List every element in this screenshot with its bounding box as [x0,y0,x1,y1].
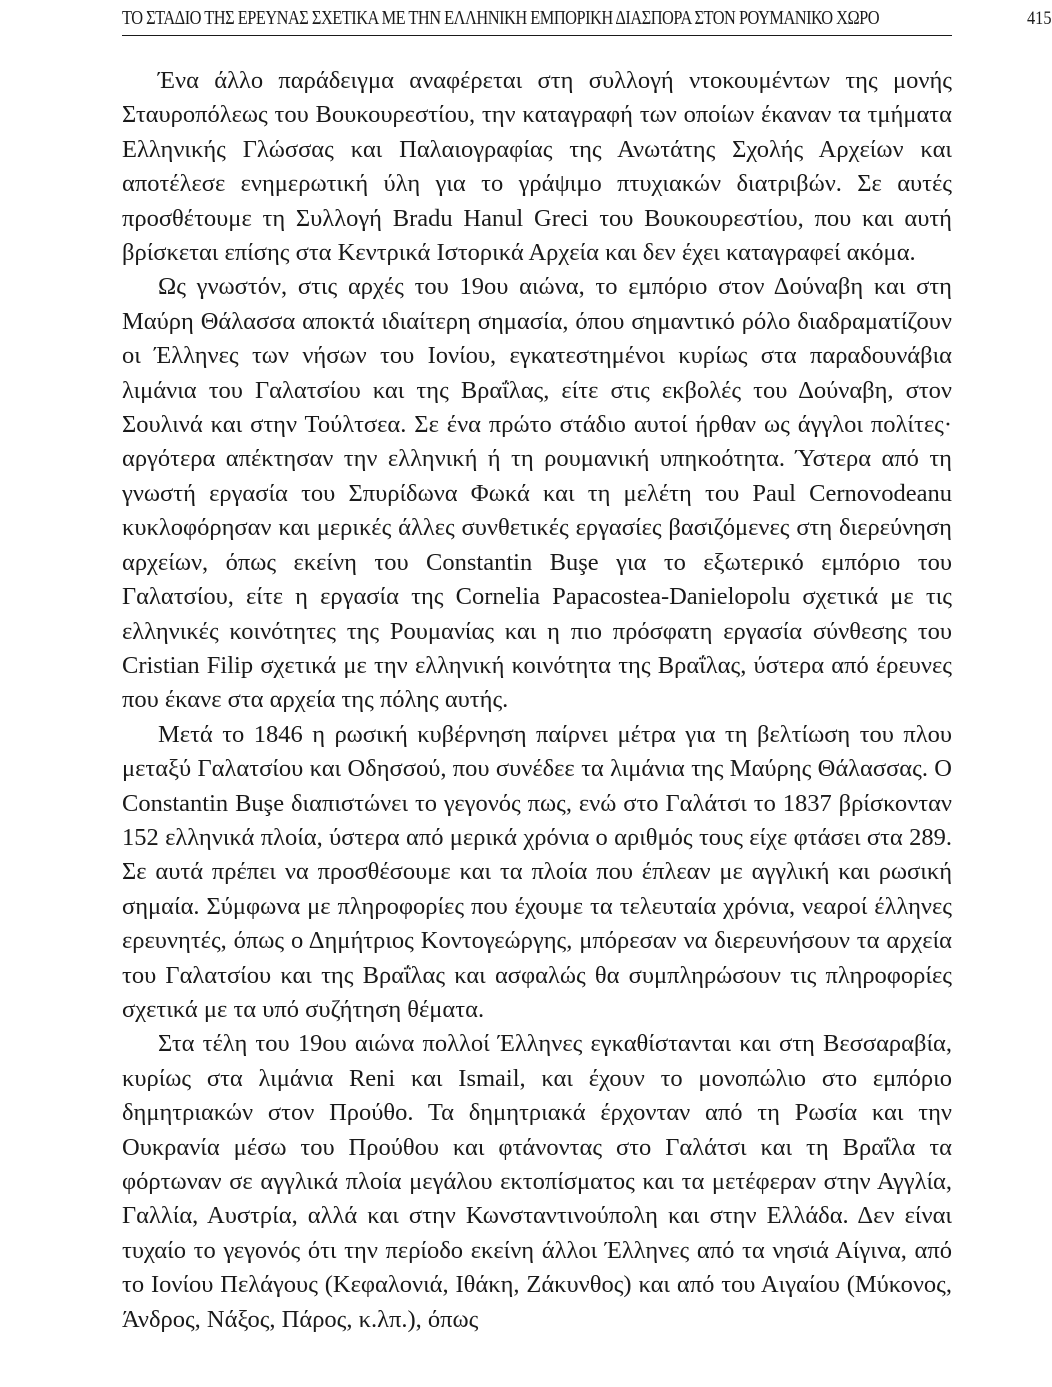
paragraph: Ως γνωστόν, στις αρχές του 19ου αιώνα, το εμπόριο στον Δούναβη και στη Μαύρη Θάλασσα αποκτά ιδιαίτερη σημασία, όπου σημαντικό ρόλο διαδραματίζουν οι Έλληνες των νήσων του Ιονίου, εγκατεστημένοι κυρίως στα παραδουνάβια λιμάνια του Γαλατσίου και της Βραΐλας, είτε στις εκβολές του Δούναβη, στον Σουλινά και στην Τούλτσεα. Σε ένα πρώτο στάδιο αυτοί ήρθαν ως άγγλοι πολίτες· αργότερα απέκτησαν την ελληνική ή τη ρουμανική υπηκοότητα. Ύστερα από τη γνωστή εργασία του Σπυρίδωνα Φωκά και τη μελέτη του Paul Cernovodeanu κυκλοφόρησαν και μερικές άλλες συνθετικές εργασίες βασιζόμενες στη διερεύνηση αρχείων, όπως εκείνη του Constantin Buşe για το εξωτερικό εμπόριο του Γαλατσίου, είτε η εργασία της Cornelia Papacostea-Danielopolu σχετικά με τις ελληνικές κοινότητες της Ρουμανίας και η πιο πρόσφατη εργασία σύνθεσης του Cristian Filip σχετικά με την ελληνική κοινότητα της Βραΐλας, ύστερα από έρευνες που έκανε στα αρχεία της πόλης αυτής. [122,273,952,714]
paragraph: Στα τέλη του 19ου αιώνα πολλοί Έλληνες εγκαθίστανται και στη Βεσσαραβία, κυρίως στα λιμάνια Reni και Ismail, και έχουν το μονοπώλιο στο εμπόριο δημητριακών στον Προύθο. Τα δημητριακά έρχονταν από τη Ρωσία και την Ουκρανία μέσω του Προύθου και φτάνοντας στο Γαλάτσι και τη Βραΐλα τα φόρτωναν σε αγγλικά πλοία μεγάλου εκτοπίσματος και τα μετέφεραν στην Αγγλία, Γαλλία, Αυστρία, αλλά και στην Κωνσταντινούπολη και στην Ελλάδα. Δεν είναι τυχαίο το γεγονός ότι την περίοδο εκείνη άλλοι Έλληνες από τα νησιά Αίγινα, από το Ιονίου Πελάγους (Κεφαλονιά, Ιθάκη, Ζάκυνθος) και από του Αιγαίου (Μύκονος, Άνδρος, Νάξος, Πάρος, κ.λπ.), όπως [122,1030,952,1333]
page-number: 415 [1027,8,1052,29]
running-header [122,6,1052,36]
body-text [122,64,952,1337]
paragraph: Ένα άλλο παράδειγμα αναφέρεται στη συλλογή ντοκουμέντων της μονής Σταυροπόλεως του Βουκουρεστίου, την καταγραφή των οποίων έκαναν τα τμήματα Ελληνικής Γλώσσας και Παλαιογραφίας της Ανωτάτης Σχολής Αρχείων και αποτέλεσε ενημερωτική ύλη για το γράψιμο πτυχιακών διατριβών. Σε αυτές προσθέτουμε τη Συλλογή Bradu Hanul Greci του Βουκουρεστίου, που και αυτή βρίσκεται επίσης στα Κεντρικά Ιστορικά Αρχεία και δεν έχει καταγραφεί ακόμα. [122,67,952,267]
paragraph: Μετά το 1846 η ρωσική κυβέρνηση παίρνει μέτρα για τη βελτίωση του πλου μεταξύ Γαλατσίου και Οδησσού, που συνέδεε τα λιμάνια της Μαύρης Θάλασσας. Ο Constantin Buşe διαπιστώνει το γεγονός πως, ενώ στο Γαλάτσι το 1837 βρίσκονταν 152 ελληνικά πλοία, ύστερα από μερικά χρόνια ο αριθμός τους είχε φτάσει στα 289. Σε αυτά πρέπει να προσθέσουμε και τα πλοία που έπλεαν με αγγλική και ρωσική σημαία. Σύμφωνα με πληροφορίες που έχουμε τα τελευταία χρόνια, νεαροί έλληνες ερευνητές, όπως ο Δημήτριος Κοντογεώργης, μπόρεσαν να διερευνήσουν τα αρχεία του Γαλατσίου και της Βραΐλας και ασφαλώς θα συμπληρώσουν τις πληροφορίες σχετικά με τα υπό συζήτηση θέματα. [122,720,952,1023]
running-title: ΤΟ ΣΤΑΔΙΟ ΤΗΣ ΕΡΕΥΝΑΣ ΣΧΕΤΙΚΑ ΜΕ ΤΗΝ ΕΛΛΗΝΙΚΗ ΕΜΠΟΡΙΚΗ ΔΙΑΣΠΟΡΑ ΣΤΟΝ ΡΟΥΜΑΝΙΚΟ ΧΩΡΟ [122,8,880,29]
